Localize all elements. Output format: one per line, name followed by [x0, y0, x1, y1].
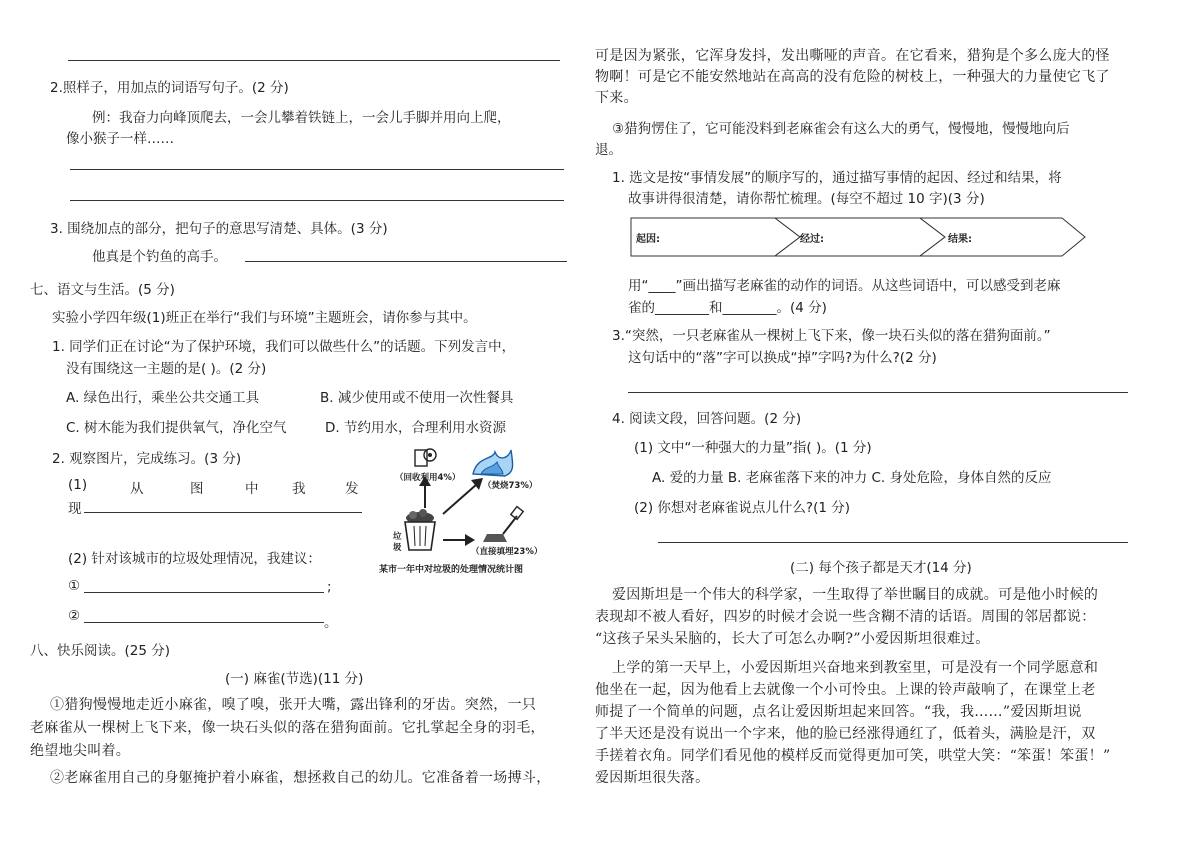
q2-1-char: 现 [68, 501, 82, 517]
landfill-label: （直接填埋23%） [471, 547, 543, 557]
section-7-q2-title: 2. 观察图片，完成练习。(3 分) [52, 451, 242, 467]
passage-2-line9: 爱因斯坦很失落。 [595, 770, 710, 786]
q2-2-prompt: (2) 针对该城市的垃圾处理情况，我建议： [68, 551, 321, 567]
recycle-icon [415, 449, 436, 466]
reading-q3-line1: 3.“突然，一只老麻雀从一棵树上飞下来，像一块石头似的落在猎狗面前。” [612, 328, 1051, 344]
option-d[interactable]: D. 节约用水，合理利用水资源 [325, 420, 506, 436]
passage-1-para2-line1: ②老麻雀用自己的身躯掩护着小麻雀，想拯救自己的幼儿。它准备着一场搏斗， [50, 770, 551, 786]
burn-label: （焚烧73%） [483, 481, 538, 491]
semicolon: ; [327, 579, 332, 595]
passage-2-line1: 爱因斯坦是一个伟大的科学家，一生取得了举世瞩目的成就。可是他小时候的 [612, 587, 1099, 603]
question-2-title: 2.照样子，用加点的词语写句子。(2 分) [50, 80, 289, 96]
suggestion-1-line[interactable] [84, 592, 324, 593]
garbage-statistics-figure [379, 446, 560, 578]
passage-2-line5: 他坐在一起，因为他看上去就像一个小可怜虫。上课的铃声敲响了，在课堂上老 [595, 682, 1096, 698]
answer-line[interactable] [84, 512, 362, 513]
reading-q4-2: (2) 你想对老麻雀说点儿什么?(1 分) [634, 500, 850, 516]
passage-1-para2-line3: 物啊！可是它不能安然地站在高高的没有危险的树枝上，一种强大的力量使它飞了 [595, 69, 1110, 85]
option-c[interactable]: C. 树木能为我们提供氧气，净化空气 [66, 420, 287, 436]
arrow-diagonal-icon [443, 478, 483, 514]
flow-arrows [630, 217, 1086, 257]
question-2-example-line2: 像小猴子一样…… [66, 131, 174, 147]
fire-icon [473, 450, 513, 476]
q2-1-char: 我 [292, 481, 306, 497]
reading-q3-line2: 这句话中的“落”字可以换成“掉”字吗?为什么?(2 分) [628, 350, 937, 366]
recycle-label: （回收利用4%） [395, 473, 461, 483]
reading-q4-title: 4. 阅读文段，回答问题。(2 分) [612, 411, 802, 427]
passage-1-para2-line2: 可是因为紧张，它浑身发抖，发出嘶哑的声音。在它看来，猎狗是个多么庞大的怪 [595, 48, 1110, 64]
passage-1-para3-line2: 退。 [595, 142, 622, 158]
suggestion-2-line[interactable] [84, 622, 324, 623]
question-2-example-line1: 例：我奋力向峰顶爬去，一会儿攀着铁链上，一会儿手脚并用向上爬， [92, 110, 511, 126]
suggestion-2-label: ② [68, 608, 81, 624]
section-7-q1-line1: 1. 同学们正在讨论“为了保护环境，我们可以做些什么”的话题。下列发言中， [52, 339, 516, 355]
section-8-title: 八、快乐阅读。(25 分) [30, 643, 171, 659]
passage-1-para1-line2: 老麻雀从一棵树上飞下来，像一块石头似的落在猎狗面前。它扎掌起全身的羽毛， [30, 720, 545, 736]
passage-2-line2: 表现却不被人看好，四岁的时候才会说一些含糊不清的话语。周围的邻居都说： [595, 609, 1096, 625]
passage-2-line8: 手搓着衣角。同学们看见他的模样反而觉得更加可笑，哄堂大笑：“笨蛋！笨蛋！” [595, 748, 1111, 764]
flow-process-label[interactable]: 经过: [800, 234, 824, 245]
reading-q4-options[interactable]: A. 爱的力量 B. 老麻雀落下来的冲力 C. 身处危险，身体自然的反应 [652, 470, 1052, 486]
question-3-title: 3. 围绕加点的部分，把句子的意思写清楚、具体。(3 分) [50, 221, 388, 237]
answer-line[interactable] [658, 542, 1128, 543]
passage-1-para2-line4: 下来。 [595, 90, 638, 106]
question-3-sentence: 他真是个钓鱼的高手。 [92, 249, 227, 265]
passage-2-title: (二) 每个孩子都是天才(14 分) [790, 560, 972, 576]
period: 。 [324, 615, 338, 631]
passage-2-line3: “这孩子呆头呆脑的，长大了可怎么办啊?”小爱因斯坦很难过。 [595, 631, 990, 647]
reading-q1-line1: 1. 选文是按“事情发展”的顺序写的，通过描写事情的起因、经过和结果，将 [612, 170, 1062, 186]
section-7-intro: 实验小学四年级(1)班正在举行“我们与环境”主题班会，请你参与其中。 [52, 310, 477, 326]
answer-line[interactable] [628, 392, 1128, 393]
landfill-icon [483, 507, 523, 542]
answer-line[interactable] [70, 200, 564, 201]
passage-1-title: (一) 麻雀(节选)(11 分) [225, 671, 364, 687]
suggestion-1-label: ① [68, 578, 81, 594]
trash-bin-icon [405, 509, 435, 550]
reading-q4-1: (1) 文中“一种强大的力量”指( )。(1 分) [634, 440, 872, 456]
section-7-title: 七、语文与生活。(5 分) [30, 282, 175, 298]
passage-1-para3-line1: ③猎狗愣住了，它可能没料到老麻雀会有这么大的勇气，慢慢地，慢慢地向后 [612, 121, 1070, 137]
option-b[interactable]: B. 减少使用或不使用一次性餐具 [320, 390, 514, 406]
option-a[interactable]: A. 绿色出行，乘坐公共交通工具 [66, 390, 260, 406]
reading-q1-line2: 故事讲得很清楚，请你帮忙梳理。(每空不超过 10 字)(3 分) [628, 191, 985, 207]
reading-q2-line2: 雀的________和________。(4 分) [628, 300, 827, 316]
passage-1-para1-line1: ①猎狗慢慢地走近小麻雀，嗅了嗅，张开大嘴，露出锋利的牙齿。突然，一只 [50, 697, 537, 713]
story-flow-chart [630, 217, 1086, 257]
passage-2-line4: 上学的第一天早上，小爱因斯坦兴奋地来到教室里，可是没有一个同学愿意和 [612, 660, 1099, 676]
q2-1-char: 发 [345, 481, 359, 497]
passage-1-para1-line3: 绝望地尖叫着。 [30, 743, 131, 759]
answer-line[interactable] [68, 60, 560, 61]
passage-2-line7: 了半天还是没有说出一个字来，他的脸已经涨得通红了，低着头，满脸是汗，双 [595, 726, 1096, 742]
answer-line[interactable] [245, 261, 567, 262]
bin-label-2: 圾 [393, 543, 402, 553]
flow-cause-label[interactable]: 起因: [636, 234, 660, 245]
flow-result-label[interactable]: 结果: [948, 234, 972, 245]
garbage-flow-diagram [385, 446, 560, 578]
bin-label-1: 垃 [393, 532, 402, 542]
q2-1-char: 从 [130, 481, 144, 497]
reading-q2-line1: 用“____”画出描写老麻雀的动作的词语。从这些词语中，可以感受到老麻 [628, 278, 1061, 294]
answer-line[interactable] [70, 169, 564, 170]
passage-2-line6: 师提了一个简单的问题，点名让爱因斯坦起来回答。“我，我……”爱因斯坦说 [595, 704, 1082, 720]
q2-1-label: (1) [68, 477, 88, 493]
q2-1-char: 中 [245, 481, 259, 497]
figure-caption: 某市一年中对垃圾的处理情况统计图 [379, 565, 524, 575]
section-7-q1-line2: 没有围绕这一主题的是( )。(2 分) [66, 361, 267, 377]
q2-1-char: 图 [190, 481, 204, 497]
